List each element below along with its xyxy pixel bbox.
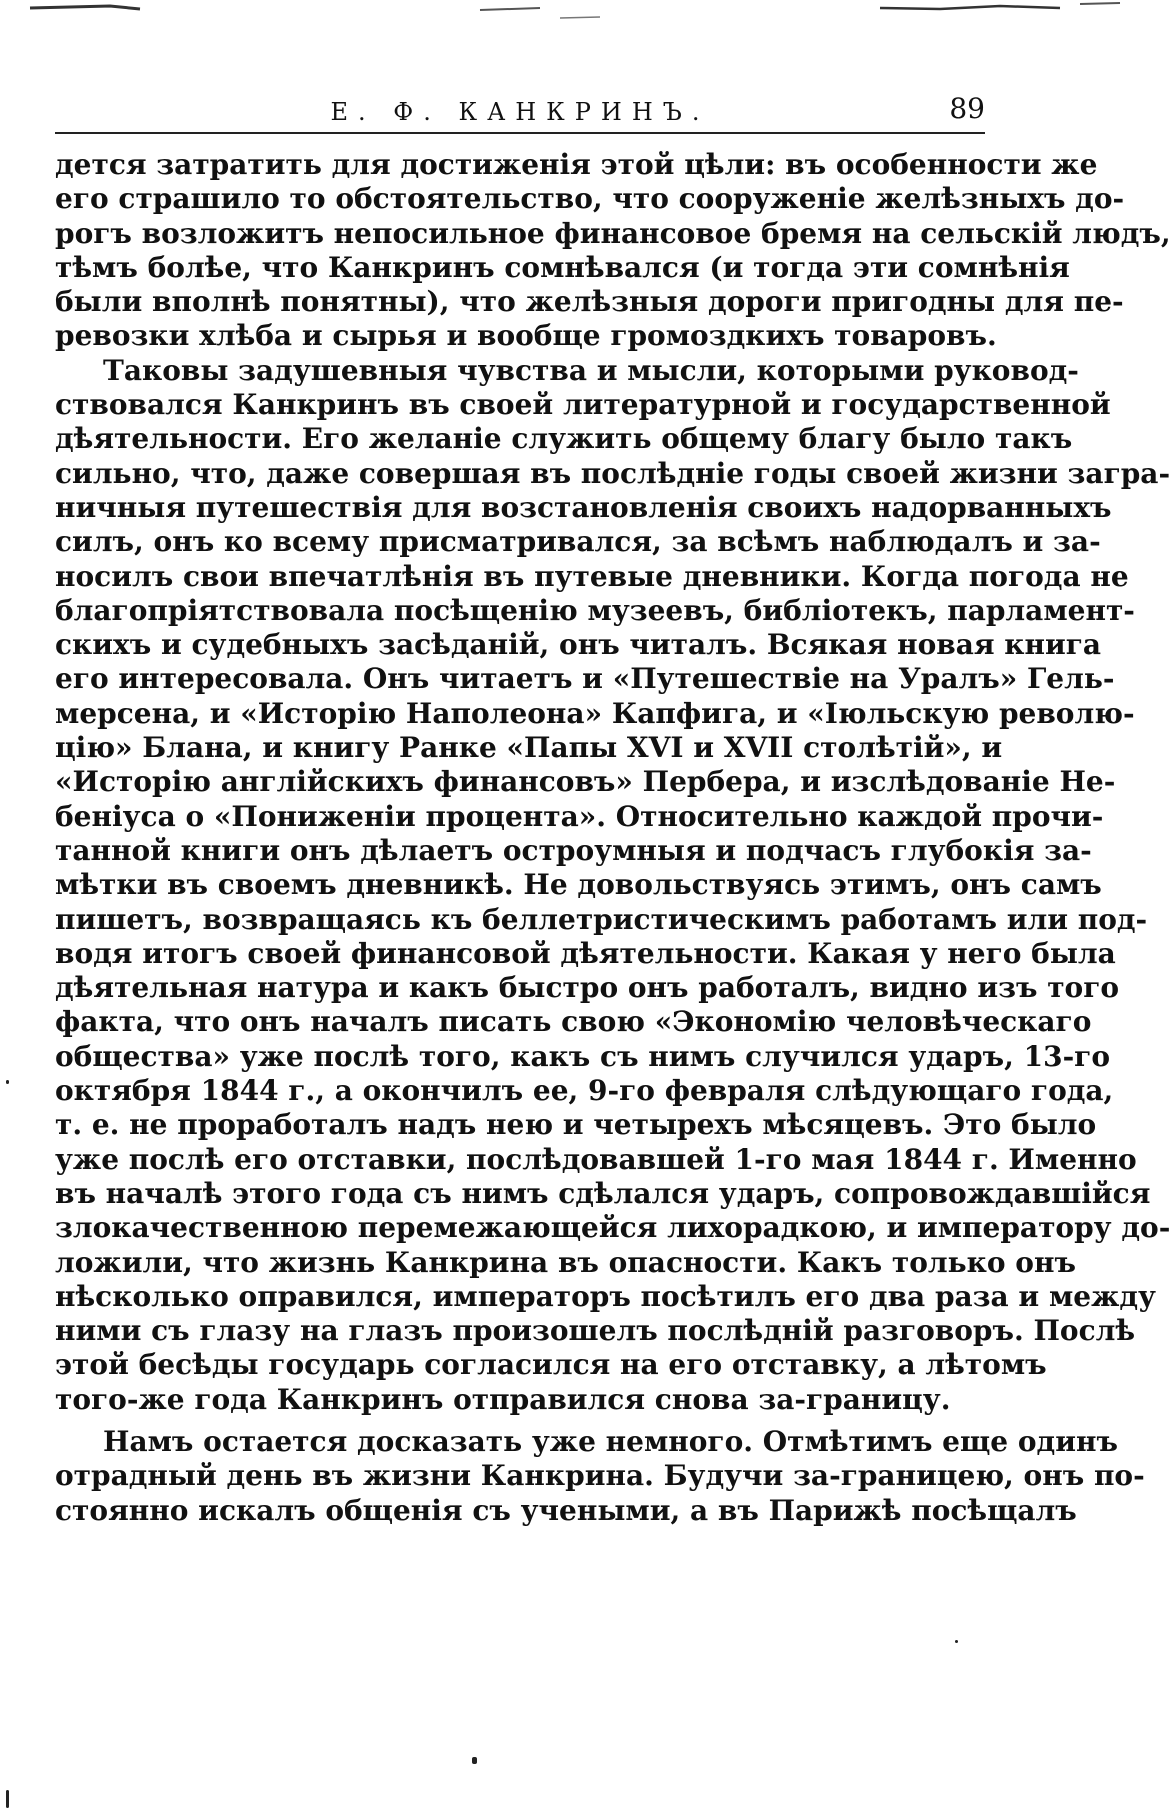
text-line: стоянно искалъ общенія съ учеными, а въ Парижѣ посѣщалъ [55,1493,1077,1527]
text-line: мѣтки въ своемъ дневникѣ. Не довольствуясь этимъ, онъ самъ [55,868,1102,902]
text-line: уже послѣ его отставки, послѣдовавшей 1-го мая 1844 г. Именно [55,1142,1137,1176]
text-line: дется затратить для достиженія этой цѣли: въ особенности же [55,148,1098,181]
page-number: 89 [949,92,985,125]
text-line: ложили, что жизнь Канкрина въ опасности. Какъ только онъ [55,1245,1076,1279]
text-line: водя итогъ своей финансовой дѣятельности. Какая у него была [55,936,1116,970]
text-line: того-же года Канкринъ отправился снова за-границу. [55,1382,951,1416]
paragraph-gap [55,1417,985,1425]
text-line: силъ, онъ ко всему присматривался, за всѣмъ наблюдалъ и за- [55,525,1101,559]
text-line: пишетъ, возвращаясь къ беллетристическимъ работамъ или под- [55,902,1148,936]
text-line: дѣятельная натура и какъ быстро онъ работалъ, видно изъ того [55,971,1120,1005]
ink-speck [6,1790,9,1808]
text-line: ревозки хлѣба и сырья и вообще громоздкихъ товаровъ. [55,319,997,353]
text-line: Таковы задушевныя чувства и мысли, которыми руковод- [103,353,1079,387]
text-line: отрадный день въ жизни Канкрина. Будучи за-границею, онъ по- [55,1459,1145,1493]
text-line: ними съ глазу на глазъ произошелъ послѣдній разговоръ. Послѣ [55,1314,1136,1348]
text-line: этой бесѣды государь согласился на его отставку, а лѣтомъ [55,1348,1047,1382]
text-line: Намъ остается досказать уже немного. Отмѣтимъ еще одинъ [103,1424,1118,1458]
text-line: благопріятствовала посѣщенію музеевъ, библіотекъ, парламент- [55,593,1135,627]
ink-speck [955,1640,958,1643]
text-line: его страшило то обстоятельство, что сооруженіе желѣзныхъ до- [55,182,1125,216]
text-line: сильно, что, даже совершая въ послѣдніе годы своей жизни загра- [55,456,1171,490]
text-line: октября 1844 г., а окончилъ ее, 9-го февраля слѣдующаго года, [55,1074,1114,1108]
text-line: мерсена, и «Исторію Наполеона» Капфига, и «Іюльскую револю- [55,696,1135,730]
text-line: злокачественною перемежающейся лихорадкою, и императору до- [55,1211,1171,1245]
scan-edge-marks [0,0,1140,26]
text-line: факта, что онъ началъ писать свою «Экономію человѣческаго [55,1005,1092,1039]
text-line: дѣятельности. Его желаніе служить общему благу было такъ [55,422,1073,456]
text-line: общества» уже послѣ того, какъ съ нимъ случился ударъ, 13-го [55,1039,1111,1073]
text-line: въ началѣ этого года съ нимъ сдѣлался ударъ, сопровождавшійся [55,1176,1151,1210]
text-line: носилъ свои впечатлѣнія въ путевые дневники. Когда погода не [55,559,1129,593]
text-line: скихъ и судебныхъ засѣданій, онъ читалъ. Всякая новая книга [55,628,1102,662]
text-line: ничныя путешествія для возстановленія своихъ надорванныхъ [55,490,1112,524]
text-line: «Исторію англійскихъ финансовъ» Пербера, и изслѣдованіе Не- [55,765,1116,799]
text-line: т. е. не проработалъ надъ нею и четырехъ мѣсяцевъ. Это было [55,1108,1097,1142]
running-header [55,92,985,134]
text-line: тѣмъ болѣе, что Канкринъ сомнѣвался (и тогда эти сомнѣнія [55,250,1070,284]
text-line: цію» Блана, и книгу Ранке «Папы XVI и XVII столѣтій», и [55,731,1003,765]
text-line: рогъ возложитъ непосильное финансовое бремя на сельскій людъ, [55,216,1171,250]
ink-speck [472,1757,477,1764]
text-line: беніуса о «Пониженіи процента». Относительно каждой прочи- [55,799,1104,833]
text-line: танной книги онъ дѣлаетъ остроумныя и подчасъ глубокія за- [55,833,1092,867]
running-title: Е. Ф. КАНКРИНЪ. [330,98,710,126]
text-line: ствовался Канкринъ въ своей литературной и государственной [55,388,1111,422]
ink-speck [6,1080,9,1084]
text-line: были вполнѣ понятны), что желѣзныя дороги пригодны для пе- [55,285,1124,319]
body-text [55,148,1171,1528]
text-line: нѣсколько оправился, императоръ посѣтилъ его два раза и между [55,1279,1156,1313]
text-line: его интересовала. Онъ читаетъ и «Путешествіе на Уралъ» Гель- [55,662,1115,696]
